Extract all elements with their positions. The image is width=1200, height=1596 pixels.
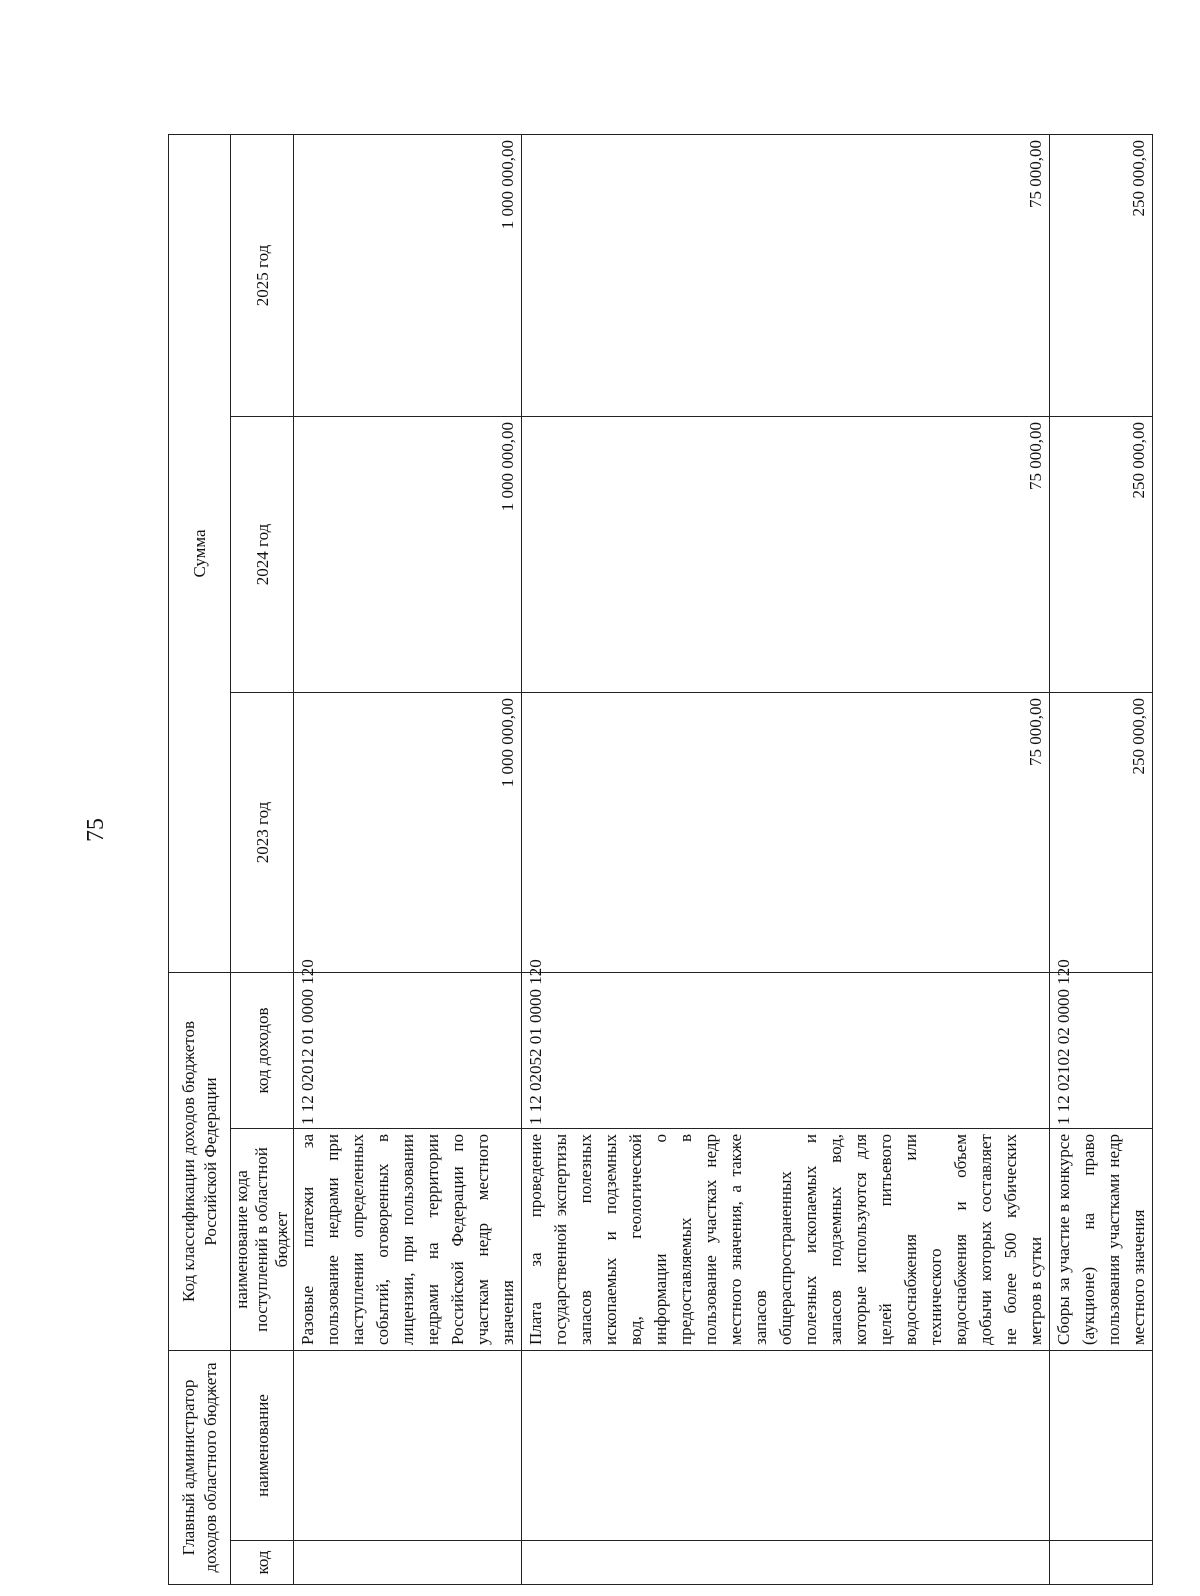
header-admin-code: код [231, 1541, 294, 1585]
page-number: 75 [83, 818, 109, 842]
row-income-code: 1 12 02052 01 0000 120 [522, 972, 1050, 1128]
row-amount-2023: 1 000 000,00 [294, 692, 522, 972]
header-income-code: код доходов [231, 972, 294, 1128]
row-income-name: Сборы за участие в конкурсе (аукционе) на право пользования участками недр местного значения [1050, 1129, 1153, 1351]
header-year-2023: 2023 год [231, 692, 294, 972]
header-row-top [169, 134, 231, 1584]
header-sum: Сумма [169, 134, 231, 972]
row-amount-2024: 1 000 000,00 [294, 416, 522, 692]
header-administrator: Главный администратор доходов областного бюджета [169, 1351, 231, 1585]
header-admin-name: наименование [231, 1351, 294, 1541]
row-admin-code [294, 1541, 522, 1585]
rotated-page-content [168, 135, 1148, 1585]
row-amount-2024: 250 000,00 [1050, 416, 1153, 692]
header-income-code-name: наименование кода поступлений в областной бюджет [231, 1129, 294, 1351]
header-classification: Код классификации доходов бюджетов Российской Федерации [169, 972, 231, 1350]
row-admin-code [1050, 1541, 1153, 1585]
row-amount-2025: 1 000 000,00 [294, 134, 522, 416]
row-admin-name [522, 1351, 1050, 1541]
row-amount-2025: 250 000,00 [1050, 134, 1153, 416]
header-year-2025: 2025 год [231, 134, 294, 416]
table-row [294, 134, 522, 1584]
header-row-sub [231, 134, 294, 1584]
row-amount-2025: 75 000,00 [522, 134, 1050, 416]
row-amount-2024: 75 000,00 [522, 416, 1050, 692]
row-admin-name [1050, 1351, 1153, 1541]
table-row [522, 134, 1050, 1584]
header-year-2024: 2024 год [231, 416, 294, 692]
row-amount-2023: 250 000,00 [1050, 692, 1153, 972]
table-row [1050, 134, 1153, 1584]
row-income-name: Разовые платежи за пользование недрами при наступлении определенных событий, оговоренных в лицензии, при пользовании недрами на территории Российской Федерации по участкам недр местного значения [294, 1129, 522, 1351]
income-table [168, 134, 1153, 1585]
row-admin-code [522, 1541, 1050, 1585]
row-income-name: Плата за проведение государственной экспертизы запасов полезных ископаемых и подземных вод, геологической информации о предоставляемых в пользование участках недр местного значения, а также запасов общераспространенных полезных ископаемых и запасов подземных вод, которые используются для целей питьевого водоснабжения или технического водоснабжения и объем добычи которых составляет не более 500 кубических метров в сутки [522, 1129, 1050, 1351]
row-income-code: 1 12 02012 01 0000 120 [294, 972, 522, 1128]
row-income-code: 1 12 02102 02 0000 120 [1050, 972, 1153, 1128]
row-admin-name [294, 1351, 522, 1541]
row-amount-2023: 75 000,00 [522, 692, 1050, 972]
